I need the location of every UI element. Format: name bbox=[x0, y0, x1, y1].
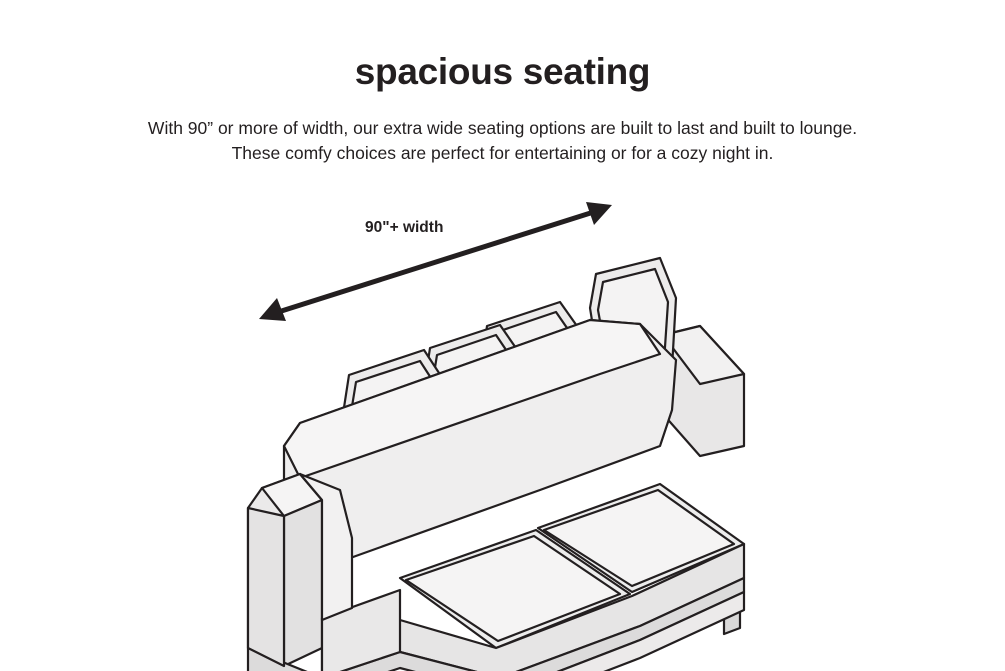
description-line-2: These comfy choices are perfect for entertaining or for a cozy night in. bbox=[231, 143, 774, 164]
sofa-body bbox=[248, 258, 744, 671]
width-dimension-label: 90"+ width bbox=[365, 219, 444, 236]
page-title: spacious seating bbox=[354, 51, 651, 92]
description-line-1: With 90” or more of width, our extra wide seating options are built to last and built to lounge. bbox=[147, 118, 858, 138]
description-text bbox=[0, 116, 1005, 167]
sofa-illustration bbox=[0, 178, 1005, 671]
sofa-diagram-svg bbox=[0, 178, 1005, 671]
